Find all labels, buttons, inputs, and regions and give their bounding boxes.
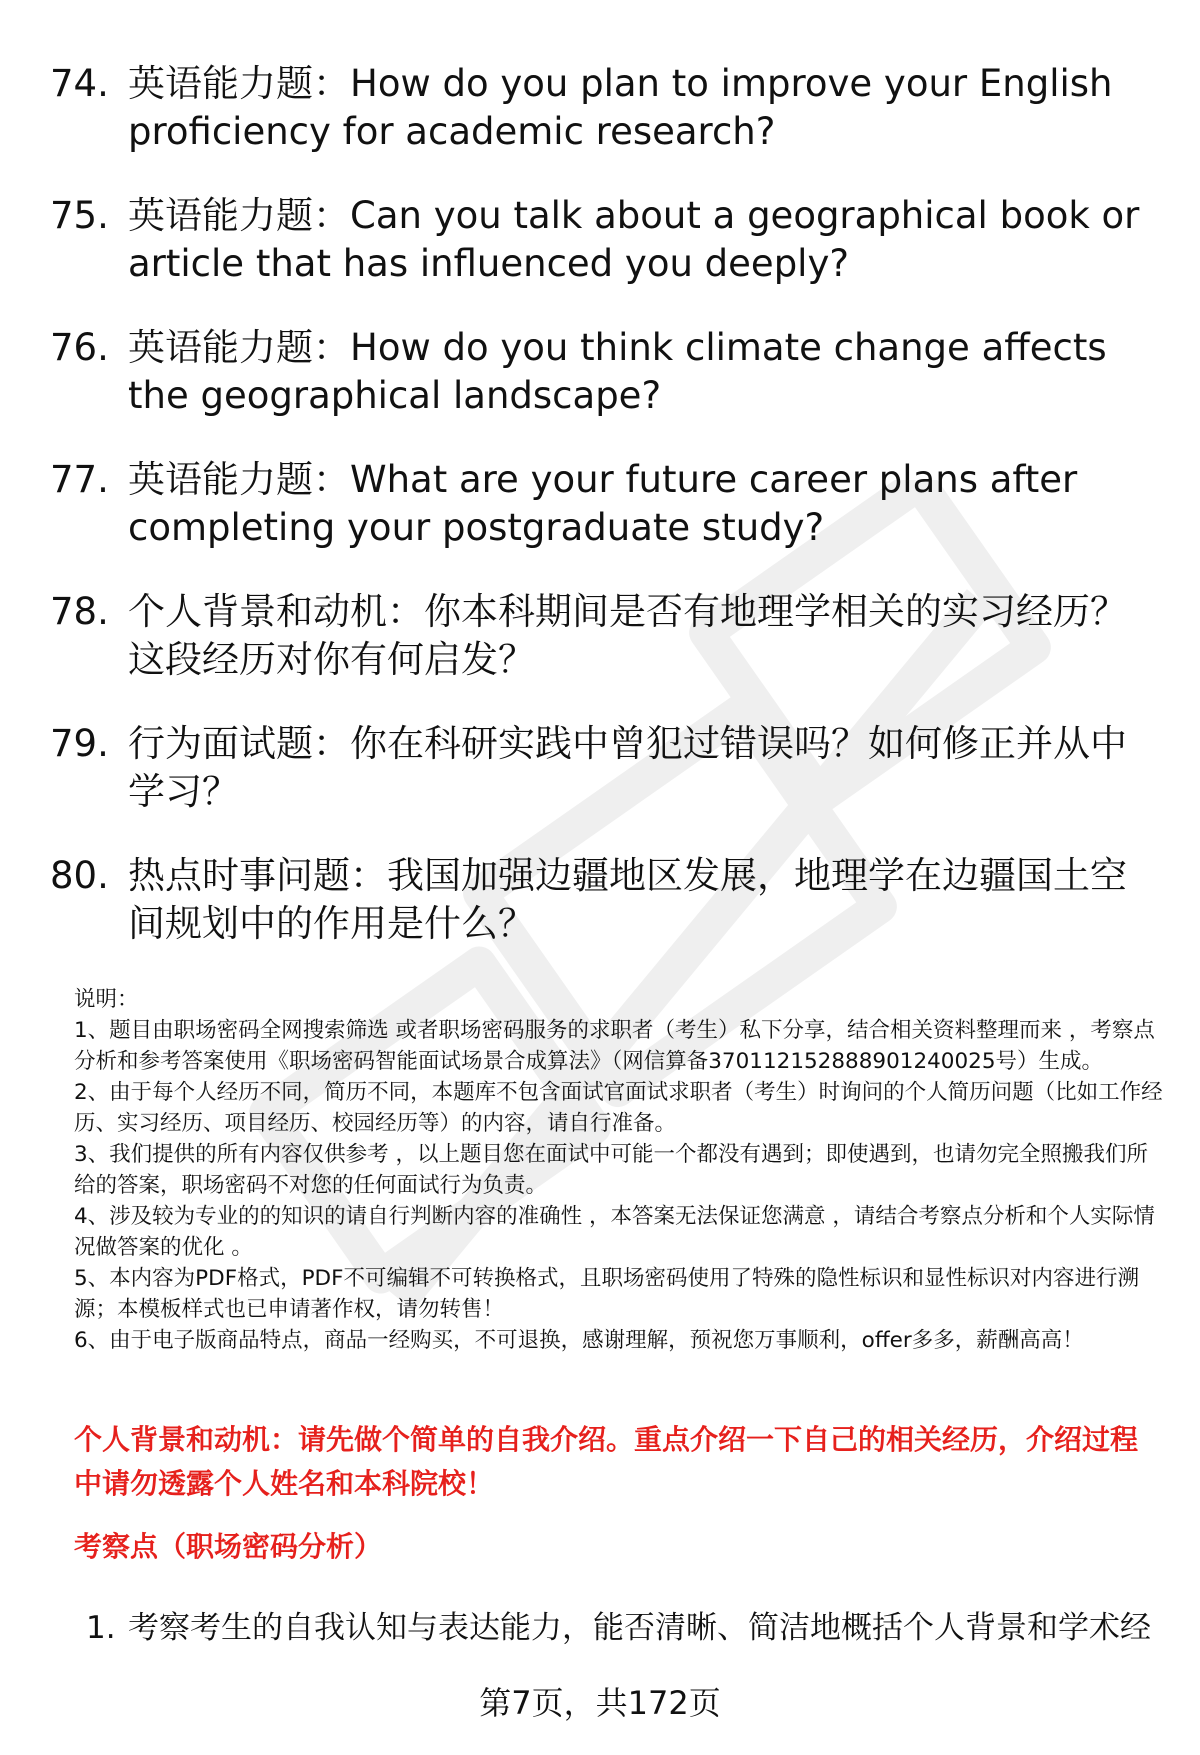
note-item: 3、我们提供的所有内容仅供参考 ，以上题目您在面试中可能一个都没有遇到；即使遇到，也请勿完全照搬我们所给的答案，职场密码不对您的任何面试行为负责。 (74, 1142, 1149, 1198)
question-item (50, 456, 1160, 552)
page-number: 第7页，共172页 (479, 1684, 721, 1722)
note-item: 6、由于电子版商品特点，商品一经购买，不可退换，感谢理解，预祝您万事顺利，offer多多，薪酬高高！ (74, 1328, 1084, 1353)
analysis-heading: 考察点（职场密码分析） (74, 1530, 383, 1563)
question-item (50, 588, 1160, 684)
question-item (50, 324, 1160, 420)
question-item (50, 852, 1160, 948)
question-text: 英语能力题：What are your future career plans after completing your postgraduate study? (128, 458, 1078, 549)
question-item (50, 720, 1160, 816)
analysis-item (86, 1608, 1166, 1648)
question-text: 英语能力题：Can you talk about a geographical book or article that has influenced you deeply? (128, 194, 1140, 285)
note-item: 5、本内容为PDF格式，PDF不可编辑不可转换格式，且职场密码使用了特殊的隐性标识和显性标识对内容进行溯源；本模板样式也已申请著作权，请勿转售！ (74, 1266, 1139, 1322)
featured-question: 个人背景和动机：请先做个简单的自我介绍。重点介绍一下自己的相关经历，介绍过程中请勿透露个人姓名和本科院校！ (74, 1423, 1139, 1500)
question-number: 74. (50, 62, 109, 105)
question-number: 79. (50, 722, 109, 765)
notes-section (74, 984, 1164, 1356)
question-number: 77. (50, 458, 109, 501)
question-list (50, 60, 1160, 984)
question-text: 英语能力题：How do you plan to improve your English proficiency for academic research? (128, 62, 1113, 153)
question-item (50, 60, 1160, 156)
question-number: 78. (50, 590, 109, 633)
analysis-number: 1. (86, 1610, 116, 1646)
analysis-text: 考察考生的自我认知与表达能力，能否清晰、简洁地概括个人背景和学术经 (128, 1610, 1151, 1646)
question-item (50, 192, 1160, 288)
question-number: 76. (50, 326, 109, 369)
question-number: 80. (50, 854, 109, 897)
question-text: 个人背景和动机：你本科期间是否有地理学相关的实习经历？这段经历对你有何启发？ (128, 590, 1127, 681)
note-item: 1、题目由职场密码全网搜索筛选 或者职场密码服务的求职者（考生）私下分享，结合相关资料整理而来 ，考察点分析和参考答案使用《职场密码智能面试场景合成算法》（网信算备370112152888901240025号）生成。 (74, 1018, 1155, 1074)
question-text: 行为面试题：你在科研实践中曾犯过错误吗？如何修正并从中学习？ (128, 722, 1127, 813)
notes-title: 说明： (74, 987, 139, 1012)
question-text: 英语能力题：How do you think climate change affects the geographical landscape? (128, 326, 1107, 417)
question-number: 75. (50, 194, 109, 237)
note-item: 2、由于每个人经历不同，简历不同，本题库不包含面试官面试求职者（考生）时询问的个人简历问题（比如工作经历、实习经历、项目经历、校园经历等）的内容，请自行准备。 (74, 1080, 1163, 1136)
note-item: 4、涉及较为专业的的知识的请自行判断内容的准确性 ，本答案无法保证您满意 ，请结合考察点分析和个人实际情况做答案的优化 。 (74, 1204, 1155, 1260)
question-text: 热点时事问题：我国加强边疆地区发展，地理学在边疆国土空间规划中的作用是什么？ (128, 854, 1127, 945)
